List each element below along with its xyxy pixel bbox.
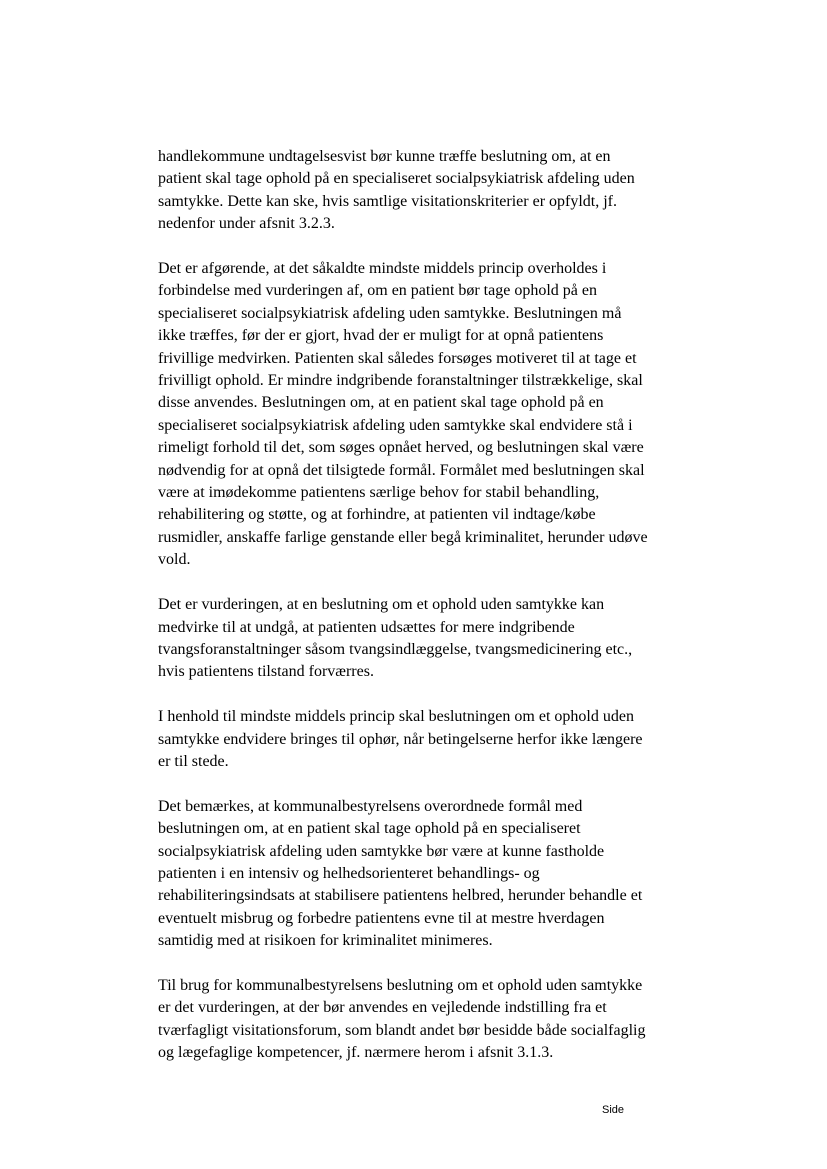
text-line: samtidig med at risikoen for kriminalitet minimeres. — [158, 932, 493, 950]
text-line: forbindelse med vurderingen af, om en patient bør tage ophold på en — [158, 282, 597, 300]
text-line: medvirke til at undgå, at patienten udsættes for mere indgribende — [158, 618, 575, 636]
text-line: ikke træffes, før der er gjort, hvad der er muligt for at opnå patientens — [158, 327, 604, 345]
text-line: disse anvendes. Beslutningen om, at en patient skal tage ophold på en — [158, 394, 604, 412]
text-line: Det er afgørende, at det såkaldte mindste middels princip overholdes i — [158, 260, 607, 278]
text-line: frivillige medvirken. Patienten skal således forsøges motiveret til at tage et — [158, 349, 637, 367]
text-line: rehabiliteringsindsats at stabilisere patientens helbred, herunder behandle et — [158, 887, 643, 905]
text-line: tværfagligt visitationsforum, som blandt andet bør besidde både socialfaglig — [158, 1021, 646, 1039]
paragraph — [158, 146, 678, 236]
text-line: specialiseret socialpsykiatrisk afdeling uden samtykke skal endvidere stå i — [158, 416, 633, 434]
text-line: frivilligt ophold. Er mindre indgribende foranstaltninger tilstrækkelige, skal — [158, 372, 643, 390]
text-line: nedenfor under afsnit 3.2.3. — [158, 215, 335, 233]
text-line: vold. — [158, 551, 191, 569]
text-line: rimeligt forhold til det, som søges opnået herved, og beslutningen skal være — [158, 439, 644, 457]
text-line: patient skal tage ophold på en specialiseret socialpsykiatrisk afdeling uden — [158, 170, 635, 188]
text-line: samtykke endvidere bringes til ophør, når betingelserne herfor ikke længere — [158, 730, 643, 748]
paragraph — [158, 258, 678, 572]
text-line: I henhold til mindste middels princip skal beslutningen om et ophold uden — [158, 708, 634, 726]
text-line: socialpsykiatrisk afdeling uden samtykke bør være at kunne fastholde — [158, 842, 605, 860]
text-line: og lægefaglige kompetencer, jf. nærmere herom i afsnit 3.1.3. — [158, 1044, 554, 1062]
paragraph — [158, 594, 678, 684]
text-line: patienten i en intensiv og helhedsorienteret behandlings- og — [158, 864, 540, 882]
text-line: Det bemærkes, at kommunalbestyrelsens overordnede formål med — [158, 797, 583, 815]
text-line: eventuelt misbrug og forbedre patientens evne til at mestre hverdagen — [158, 909, 605, 927]
text-line: er til stede. — [158, 752, 229, 770]
page-footer-label: Side — [602, 1104, 625, 1116]
text-line: være at imødekomme patientens særlige behov for stabil behandling, — [158, 484, 600, 502]
text-line: Det er vurderingen, at en beslutning om et ophold uden samtykke kan — [158, 596, 605, 614]
text-line: rehabilitering og støtte, og at forhindre, at patienten vil indtage/købe — [158, 506, 596, 524]
text-line: Til brug for kommunalbestyrelsens beslutning om et ophold uden samtykke — [158, 976, 643, 994]
paragraph — [158, 796, 678, 953]
text-line: tvangsforanstaltninger såsom tvangsindlæggelse, tvangsmedicinering etc., — [158, 640, 633, 658]
text-line: er det vurderingen, at der bør anvendes en vejledende indstilling fra et — [158, 999, 607, 1017]
body-text — [158, 146, 678, 1087]
text-line: rusmidler, anskaffe farlige genstande eller begå kriminalitet, herunder udøve — [158, 528, 648, 546]
text-line: hvis patientens tilstand forværres. — [158, 663, 374, 681]
paragraph — [158, 706, 678, 773]
text-line: nødvendig for at opnå det tilsigtede formål. Formålet med beslutningen skal — [158, 461, 645, 479]
text-line: handlekommune undtagelsesvist bør kunne træffe beslutning om, at en — [158, 148, 611, 165]
text-line: specialiseret socialpsykiatrisk afdeling uden samtykke. Beslutningen må — [158, 304, 622, 322]
text-line: beslutningen om, at en patient skal tage ophold på en specialiseret — [158, 820, 581, 838]
paragraph — [158, 975, 678, 1065]
text-line: samtykke. Dette kan ske, hvis samtlige visitationskriterier er opfyldt, jf. — [158, 192, 618, 210]
